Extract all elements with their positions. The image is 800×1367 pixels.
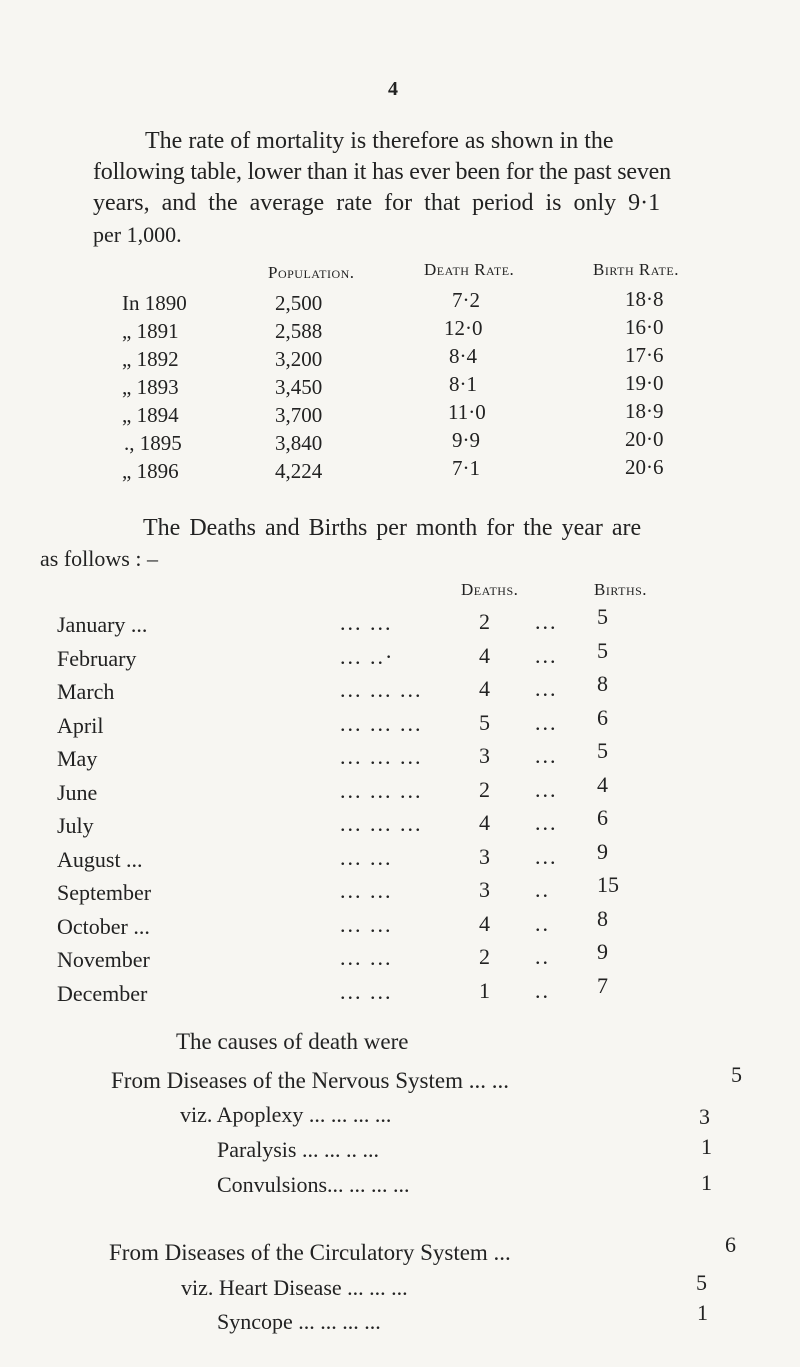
month-dots: ... ... bbox=[340, 979, 393, 1004]
month-dots: ... ..· bbox=[340, 644, 395, 669]
month-label: February bbox=[57, 646, 137, 671]
month-dots: .. bbox=[535, 978, 550, 1003]
death-rate-cell: 8·4 bbox=[449, 344, 477, 368]
deaths-cell: 5 bbox=[479, 710, 490, 735]
birth-rate-cell: 18·8 bbox=[625, 287, 664, 311]
month-dots: ... bbox=[535, 643, 558, 668]
month-dots: ... ... bbox=[340, 845, 393, 870]
births-cell: 9 bbox=[597, 839, 608, 864]
cause-item-label: Convulsions... ... ... ... bbox=[217, 1172, 410, 1197]
month-dots: ... bbox=[535, 676, 558, 701]
month-label: October ... bbox=[57, 914, 150, 939]
birth-rate-cell: 18·9 bbox=[625, 399, 664, 423]
month-dots: ... ... ... bbox=[340, 711, 423, 736]
month-dots: ... ... ... bbox=[340, 811, 423, 836]
month-label: November bbox=[57, 947, 150, 972]
header-deaths: Deaths. bbox=[461, 580, 519, 599]
month-dots: ... bbox=[535, 810, 558, 835]
cause-total: 6 bbox=[725, 1232, 736, 1257]
births-cell: 15 bbox=[597, 872, 619, 897]
month-label: December bbox=[57, 981, 148, 1006]
header-population: Population. bbox=[268, 263, 355, 282]
population-cell: 4,224 bbox=[275, 459, 323, 483]
deaths-cell: 2 bbox=[479, 777, 490, 802]
births-cell: 5 bbox=[597, 604, 608, 629]
deaths-cell: 3 bbox=[479, 877, 490, 902]
cause-item-value: 5 bbox=[696, 1270, 707, 1295]
header-births: Births. bbox=[594, 580, 648, 599]
month-label: July bbox=[57, 813, 94, 838]
year-cell: „ 1894 bbox=[122, 403, 179, 427]
births-cell: 5 bbox=[597, 638, 608, 663]
month-dots: ... ... ... bbox=[340, 778, 423, 803]
month-dots: ... ... bbox=[340, 912, 393, 937]
cause-title: From Diseases of the Nervous System ... ... bbox=[111, 1068, 509, 1093]
cause-item-label: Syncope ... ... ... ... bbox=[217, 1309, 381, 1334]
month-label: April bbox=[57, 713, 104, 738]
year-cell: „ 1891 bbox=[122, 319, 179, 343]
death-rate-cell: 7·2 bbox=[452, 288, 480, 312]
year-cell: „ 1892 bbox=[122, 347, 179, 371]
births-cell: 8 bbox=[597, 671, 608, 696]
cause-total: 5 bbox=[731, 1062, 742, 1087]
month-dots: ... bbox=[535, 743, 558, 768]
population-cell: 3,450 bbox=[275, 375, 323, 399]
month-dots: .. bbox=[535, 877, 550, 902]
intro-line: per 1,000. bbox=[93, 222, 182, 247]
birth-rate-cell: 16·0 bbox=[625, 315, 664, 339]
causes-intro: The causes of death were bbox=[176, 1029, 409, 1054]
month-dots: .. bbox=[535, 911, 550, 936]
year-cell: „ 1893 bbox=[122, 375, 179, 399]
month-dots: .. bbox=[535, 944, 550, 969]
death-rate-cell: 12·0 bbox=[444, 316, 483, 340]
deaths-cell: 3 bbox=[479, 743, 490, 768]
population-cell: 3,700 bbox=[275, 403, 323, 427]
births-cell: 6 bbox=[597, 805, 608, 830]
page-number: 4 bbox=[388, 78, 398, 100]
year-cell: In 1890 bbox=[122, 291, 187, 315]
death-rate-cell: 7·1 bbox=[452, 456, 480, 480]
deaths-cell: 2 bbox=[479, 609, 490, 634]
intro-line: years, and the average rate for that period is only 9·1 bbox=[93, 190, 661, 216]
population-cell: 2,588 bbox=[275, 319, 323, 343]
month-dots: ... bbox=[535, 609, 558, 634]
year-cell: „ 1896 bbox=[122, 459, 179, 483]
month-dots: ... ... bbox=[340, 610, 393, 635]
cause-item-label: viz. Apoplexy ... ... ... ... bbox=[180, 1102, 392, 1127]
death-rate-cell: 8·1 bbox=[449, 372, 477, 396]
deaths-cell: 2 bbox=[479, 944, 490, 969]
month-label: May bbox=[57, 746, 98, 771]
year-cell: ., 1895 bbox=[124, 431, 182, 455]
intro-line: following table, lower than it has ever been for the past seven bbox=[93, 159, 671, 185]
cause-item-value: 1 bbox=[701, 1134, 712, 1159]
birth-rate-cell: 19·0 bbox=[625, 371, 664, 395]
month-label: March bbox=[57, 679, 115, 704]
births-cell: 9 bbox=[597, 939, 608, 964]
month-label: August ... bbox=[57, 847, 143, 872]
births-cell: 7 bbox=[597, 973, 608, 998]
cause-item-label: Paralysis ... ... .. ... bbox=[217, 1137, 379, 1162]
header-death-rate: Death Rate. bbox=[424, 260, 515, 279]
population-cell: 3,840 bbox=[275, 431, 323, 455]
month-label: September bbox=[57, 880, 152, 905]
deaths-cell: 4 bbox=[479, 911, 490, 936]
monthly-intro-line: The Deaths and Births per month for the year are bbox=[143, 515, 642, 541]
birth-rate-cell: 17·6 bbox=[625, 343, 664, 367]
month-label: June bbox=[57, 780, 98, 805]
birth-rate-cell: 20·6 bbox=[625, 455, 664, 479]
cause-title: From Diseases of the Circulatory System ... bbox=[109, 1240, 511, 1265]
month-dots: ... ... bbox=[340, 878, 393, 903]
deaths-cell: 3 bbox=[479, 844, 490, 869]
deaths-cell: 1 bbox=[479, 978, 490, 1003]
cause-item-value: 3 bbox=[699, 1104, 710, 1129]
population-cell: 3,200 bbox=[275, 347, 323, 371]
death-rate-cell: 9·9 bbox=[452, 428, 480, 452]
births-cell: 8 bbox=[597, 906, 608, 931]
month-dots: ... ... bbox=[340, 945, 393, 970]
month-label: January ... bbox=[57, 612, 148, 637]
death-rate-cell: 11·0 bbox=[448, 400, 486, 424]
month-dots: ... ... ... bbox=[340, 744, 423, 769]
birth-rate-cell: 20·0 bbox=[625, 427, 664, 451]
deaths-cell: 4 bbox=[479, 643, 490, 668]
monthly-intro-line: as follows : – bbox=[40, 546, 158, 571]
intro-line: The rate of mortality is therefore as shown in the bbox=[145, 128, 614, 154]
births-cell: 5 bbox=[597, 738, 608, 763]
month-dots: ... bbox=[535, 777, 558, 802]
cause-item-label: viz. Heart Disease ... ... ... bbox=[181, 1275, 408, 1300]
population-cell: 2,500 bbox=[275, 291, 323, 315]
cause-item-value: 1 bbox=[701, 1170, 712, 1195]
deaths-cell: 4 bbox=[479, 810, 490, 835]
month-dots: ... bbox=[535, 710, 558, 735]
month-dots: ... ... ... bbox=[340, 677, 423, 702]
births-cell: 6 bbox=[597, 705, 608, 730]
cause-item-value: 1 bbox=[697, 1300, 708, 1325]
deaths-cell: 4 bbox=[479, 676, 490, 701]
births-cell: 4 bbox=[597, 772, 608, 797]
month-dots: ... bbox=[535, 844, 558, 869]
header-birth-rate: Birth Rate. bbox=[593, 260, 679, 279]
